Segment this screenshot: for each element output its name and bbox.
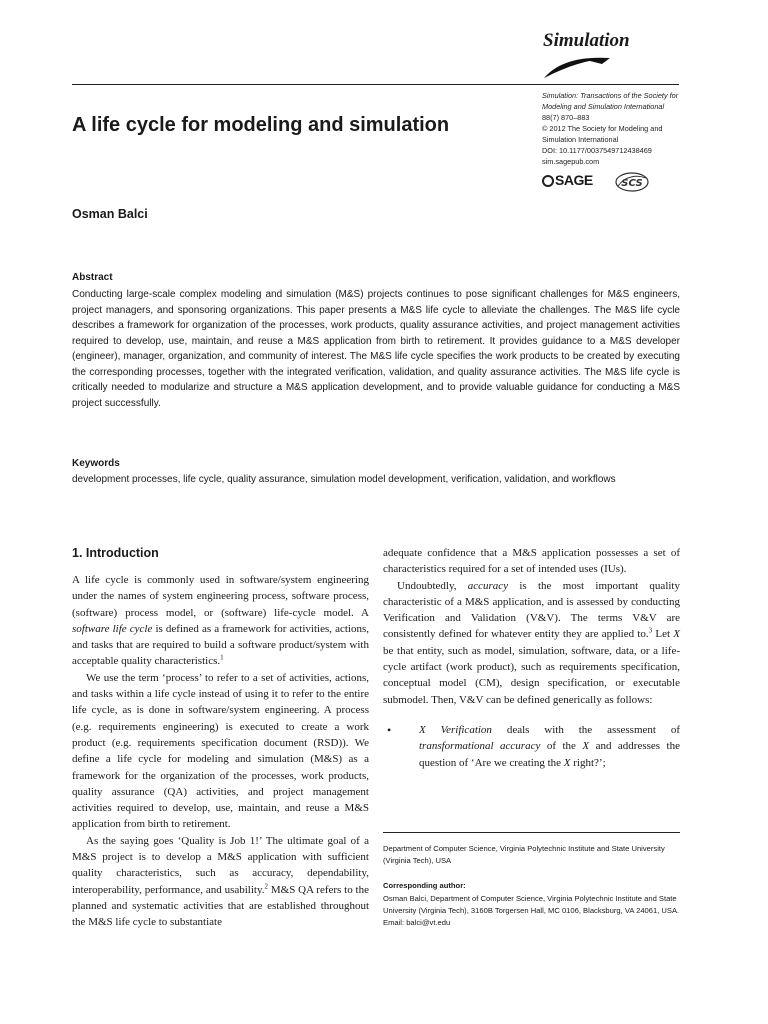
author-name: Osman Balci (72, 207, 148, 221)
keywords-heading: Keywords (72, 458, 120, 469)
doi: DOI: 10.1177/0037549712438469 (542, 146, 652, 155)
sage-logo (542, 172, 593, 188)
right-column (383, 545, 680, 771)
citation-ref: 3 (648, 626, 653, 635)
intro-paragraph-1: A life cycle is commonly used in software/system engineering under the names of system engineering process, software process, (software) process model, or (software) life-cycle model. A software life cycle is defined as a framework for activities, actions, and tasks that are required to build a software product/system with acceptable quality characteristics.$^1$ (72, 574, 370, 668)
publication-info (542, 90, 692, 167)
abstract-heading: Abstract (72, 272, 113, 283)
footnote-rule (383, 832, 680, 833)
intro-paragraph-3: As the saying goes ‘Quality is Job 1!’ The ultimate goal of a M&S project is to develop a M&S application with sufficient quality characteristics, such as accuracy, dependability, interoperability, performance, and usability.$^2$ M&S QA refers to the planned and systematic activities that are established throughout the M&S life cycle to substantiate (72, 834, 369, 929)
intro-paragraph-4: adequate confidence that a M&S application possesses a set of characteristics required for a set of intended uses (IUs). (383, 547, 680, 576)
journal-url: sim.sagepub.com (542, 157, 600, 166)
article-title: A life cycle for modeling and simulation (72, 114, 450, 136)
swoosh-icon (542, 54, 612, 80)
journal-logo: Simulation (543, 30, 630, 51)
keywords-text: development processes, life cycle, quality assurance, simulation model development, verification, validation, and workflows (72, 474, 616, 485)
abstract-text: Conducting large-scale complex modeling and simulation (M&S) projects continues to pose significant challenges for M&S engineers, project managers, and sponsoring organizations. This paper presents a M&S life cycle to alleviate the challenges. The M&S life cycle describes a framework for organization of the processes, work products, quality assurance activities, and project management activities required to develop, use, maintain, and reuse a M&S application from birth to retirement. It provides guidance to a M&S developer (engineer), manager, organization, and community of interest. The M&S life cycle specifies the work products to be created by executing the corresponding processes, together with the integrated verification, validation, and quality assurance activities. The M&S life cycle is critically needed to modularize and structure a M&S application development, and to provide valuable guidance for conducting a M&S project successfully. (72, 289, 680, 409)
citation-ref: 2 (264, 881, 269, 890)
volume-pages: 88(7) 870–883 (542, 113, 590, 122)
bullet-icon: • (387, 722, 392, 737)
journal-full-name: Simulation: Transactions of the Society for Modeling and Simulation International (542, 91, 679, 111)
author-affiliation: Department of Computer Science, Virginia Polytechnic Institute and State University (Virginia Tech), USA (383, 844, 665, 865)
scs-logo-text: SCS (621, 178, 643, 189)
corresponding-author-email: Email: balci@vt.edu (383, 918, 451, 927)
intro-paragraph-2: We use the term ‘process’ to refer to a set of activities, actions, and tasks within a life cycle instead of using it to refer to the entire life cycle, as is done in software/system engineering. A process (e.g. requirements engineering) is executed to create a work product (e.g. requirements specification document (RSD)). We define a life cycle for modeling and simulation (M&S) as a framework for the organization of the processes, work products, quality assurance (QA) activities, and project management activities required to develop, use, maintain, and reuse a M&S application from birth to retirement. (72, 671, 369, 831)
sage-ring-icon (542, 175, 554, 187)
corresponding-author-info (383, 893, 683, 929)
intro-paragraph-5: Undoubtedly, accuracy is the most important quality characteristic of a M&S application, and is assessed by conducting Verification and Validation (V&V). The terms V&V are consistently defined for whatever entity they are applied to.$^3$ Let X be that entity, such as model, simulation, software, data, or a life-cycle artifact (work product), such as requirements specification, conceptual model (CM), design specification, or executable submodel. Then, V&V can be defined generically as follows: (383, 579, 680, 706)
sage-logo-text: SAGE (555, 172, 593, 188)
citation-ref: 1 (220, 653, 224, 662)
verification-bullet (383, 722, 680, 771)
copyright-notice: © 2012 The Society for Modeling and Simulation International (542, 124, 663, 144)
corresponding-author-address: Osman Balci, Department of Computer Science, Virginia Polytechnic Institute and State University (Virginia Tech), 3160B Torgersen Hall, MC 0106, Blacksburg, VA 24061, USA. (383, 894, 680, 915)
bullet-text: X Verification deals with the assessment of transformational accuracy of the X and addresses the question of ‘Are we creating the X right?’; (419, 723, 680, 769)
scs-logo (614, 171, 650, 193)
section-heading-introduction: 1. Introduction (72, 546, 159, 560)
header-rule (72, 84, 679, 85)
corresponding-author-heading: Corresponding author: (383, 881, 466, 890)
left-column (72, 572, 369, 931)
